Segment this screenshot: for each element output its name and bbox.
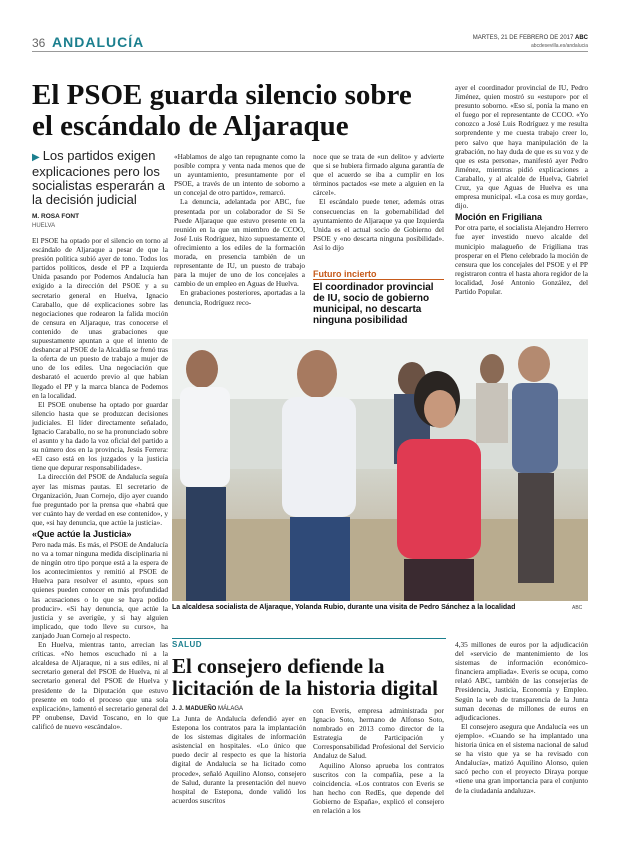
article-column-1 <box>32 236 168 731</box>
paragraph: noce que se trata de «un delito» y advierte que si se hubiera firmado alguna garantía de que el acuerdo se iba a cumplir en los términos pactados «se mete a alguien en la cárcel». <box>313 152 444 198</box>
sidebar-divider <box>313 279 444 280</box>
photo-illustration <box>172 339 588 601</box>
news-photo <box>172 339 588 601</box>
paragraph: con Everis, empresa administrada por Ignacio Soto, hermano de Alfonso Soto, nombrado en 2013 como director de la Estrategia de Participación y Corresponsabilidad Profesional del Servicio Andaluz de Salud. <box>313 706 444 761</box>
photo-caption: La alcaldesa socialista de Aljaraque, Yolanda Rubio, durante una visita de Pedro Sánchez a la localidad <box>172 604 516 611</box>
headline-line-1: El PSOE guarda silencio sobre <box>32 79 412 111</box>
subheading: «Que actúe la Justicia» <box>32 529 132 539</box>
article-byline: M. ROSA FONT <box>32 213 80 220</box>
page-number: 36 <box>32 36 46 50</box>
paragraph: El PSOE onubense ha optado por guardar silencio hasta que se produzcan decisiones judiciales. El líder directamente señalado, Ignacio Caraballo, no se ha pronunciado sobre el asunto y ha dado la voz oficial del partido a su número dos en la provincia, Jesús Ferrera: «El caso está en los juzgados y la justicia tiene que depurar responsabilidades». <box>32 399 168 473</box>
article2-kicker: SALUD <box>172 640 203 649</box>
article-column-3 <box>313 152 444 252</box>
article2-divider <box>172 638 446 639</box>
paragraph: El escándalo puede tener, además otras consecuencias en la gobernabilidad del ayuntamiento de Aljaraque ya que Izquierda Unida es el actual socio de Gobierno del PSOE y «no descarta ninguna posibilidad». Así lo dijo <box>313 197 444 252</box>
headline-line-1: El consejero defiende la <box>172 654 385 678</box>
article-column-4 <box>455 83 588 296</box>
paragraph: En grabaciones posteriores, aportadas a la denuncia, Rodríguez reco- <box>174 288 305 307</box>
sidebar-kicker: Futuro incierto <box>313 269 377 279</box>
brand-text: ABC <box>575 35 588 41</box>
photo-credit: ABC <box>572 605 583 611</box>
headline-line-2: el escándalo de Aljaraque <box>32 110 349 142</box>
sidebar-title: El coordinador provincial de IU, socio de gobierno municipal, no descarta ninguna posibilidad <box>313 282 434 326</box>
paragraph: En Huelva, mientras tanto, arrecian las críticas. «No hemos escuchado ni a la alcaldesa de Aljaraque, ni a sus ediles, ni al secretario general del PSOE de Huelva, ni al secretario general del PSOE de Huelva y presidente de la Diputación que estuvo presente en todo el proceso que una sola explicación», lamentó el secretario general del PP onubense, David Toscano, en lo que calificó de nuevo «escándalo». <box>32 640 168 731</box>
paragraph: Aquilino Alonso aprueba los contratos suscritos con la compañía, pese a la coincidencia. «Los contratos con Everis se han hecho con RedEs, que depende del Gobierno de España», explicó el consejero en relación a los <box>313 760 444 816</box>
article-place: HUELVA <box>32 223 56 229</box>
byline-author: J. J. MADUEÑO <box>172 706 217 712</box>
header-divider <box>32 51 588 52</box>
paragraph: 4,35 millones de euros por la adjudicación del «servicio de mantenimiento de los sistemas de información económico-financiera ampliada». Everis se ocupa, como relató ABC, también de las consejerías de Presidencia, Justicia, Economía y Empleo. Según la web de transparencia de la Junta suman decenas de millones de euros en adjudicaciones. <box>455 640 588 722</box>
header-url: abcdesevilla.es/andalucia <box>531 43 588 49</box>
article2-column-3 <box>455 640 588 795</box>
triangle-bullet-icon: ▶ <box>32 152 40 163</box>
paragraph: El consejero asegura que Andalucía «es un ejemplo». «Cuando se ha implantado una historia única en el sistema nacional de salud se ha visto que ya se ha revisado con Andalucía», matizó Aquilino Alonso, quien sacó pecho con el proyecto Diraya porque «tiene una gran importancia para el conjunto de la ciudadanía andaluza». <box>455 721 588 795</box>
deck-text: Los partidos exigen explicaciones pero los socialistas esperarán a la decisión judicial <box>32 148 165 207</box>
paragraph: La dirección del PSOE de Andalucía seguía ayer las mismas pautas. El secretario de Organización, Juan Cornejo, dijo ayer cuando fue preguntado por la prensa que «habrá que ver cuánto hay de verdad en ese contenido», y que, «si hay denuncia, que actúe la justicia». <box>32 472 168 527</box>
date-text: MARTES, 21 DE FEBRERO DE 2017 <box>472 35 574 41</box>
article2-column-1 <box>172 714 306 805</box>
paragraph: El PSOE ha optado por el silencio en torno al escándalo de Aljaraque a pesar de que la presión política subió ayer de tono. Todos los partidos políticos, desde el PP a Izquierda Unida pasando por Podemos Andalucía han exigido a la dirección del PSOE y a su secretario general en Huelva, Ignacio Caraballo, que dé explicaciones sobre las negociaciones que rodearon la falida moción de censura en Aljaraque, tras conocerse el contenido de unas grabaciones que supuestamente apuntan a que el intento de desbancar al PSOE de la Alcaldía se frenó tras la oferta de un puesto de trabajo a mujer de uno de los ediles. Una negociación que desbarató el acuerdo previo al que habían llegado el PP y la marca blanca de Podemos en la localidad. <box>32 236 168 400</box>
paragraph: Por otra parte, el socialista Alejandro Herrero fue ayer investido nuevo alcalde del municipio malagueño de Frigiliana tras prosperar en el Pleno celebrado la moción de censura que los concejales del PSOE y el PP registraron contra el hasta ahora regidor de la localidad, José Antonio González, del Partido Popular. <box>455 223 588 296</box>
paragraph: «Hablamos de algo tan repugnante como la posible compra y venta nada menos que de un ayuntamiento, presuntamente por el PSOE, a través de un intento de soborno a un concejal de otro partido», remarcó. <box>174 152 305 198</box>
article2-column-2 <box>313 706 444 815</box>
article-headline <box>32 80 432 142</box>
article2-byline <box>172 706 243 712</box>
header-date <box>473 35 588 41</box>
byline-place: MÁLAGA <box>218 706 244 712</box>
paragraph: ayer el coordinador provincial de IU, Pedro Jiménez, quien mostró su «estupor» por el presunto soborno. «Eso sí, ponía la mano en el fuego por el representante de CCOO. «Yo conozco a José Luis Rodríguez y me resulta sorprendente y me cuesta trabajo creer lo, pero salvo que haya manipulación de la grabación, no hay duda de que es su voz y de que es esta persona», manifestó ayer Pedro Jiménez, mientras pidió explicaciones a Caraballo, y al alcalde de Huelva, Gabriel Cruz, ya que Aguas de Huelva es una empresa municipal. «La cosa es muy gorda», dijo. <box>455 83 588 211</box>
headline-line-2: licitación de la historia digital <box>172 676 438 700</box>
paragraph: Pero nada más. Es más, el PSOE de Andalucía no va a tomar ninguna medida disciplinaria ni de ningún otro tipo porque está a la espera de los acontecimientos y remitió al PSOE de Huelva para resolver el asunto, «pues son quienes pueden conocer en más profundidad las acusaciones o lo que se haya podido producir». «Si hay denuncia, que actúe la justicia y se averigüe, y si hay alguien implicado, que todo lleve su curso», ha zanjado Juan Cornejo al respecto. <box>32 540 168 640</box>
article-deck <box>32 149 172 207</box>
section-title: ANDALUCÍA <box>52 34 145 50</box>
article2-headline <box>172 655 457 699</box>
article-column-2 <box>174 152 305 307</box>
paragraph: La denuncia, adelantada por ABC, fue presentada por un colaborador de Si Se Puede Aljaraque que estuvo presente en la reunión en la que un miembro de CCOO, José Luis Rodríguez, hizo supuestamente el ofrecimiento a los ediles de la formación morada, en presencia también de un representante de IU, un puesto de trabajo para la mujer de uno de los concejales a cambio de un empleo en Aguas de Huelva. <box>174 197 305 289</box>
paragraph: La Junta de Andalucía defendió ayer en Estepona los contratos para la implantación de los sistemas digitales de información asistencial en hospitales. «Lo único que puedo decir al respecto es que la historia digital de Andalucía se ha licitado como procede», señaló Aquilino Alonso, consejero de Salud, durante la presentación del nuevo hospital de Estepona, donde validó los acuerdos suscritos <box>172 714 306 805</box>
subheading: Moción en Frigiliana <box>455 212 543 223</box>
